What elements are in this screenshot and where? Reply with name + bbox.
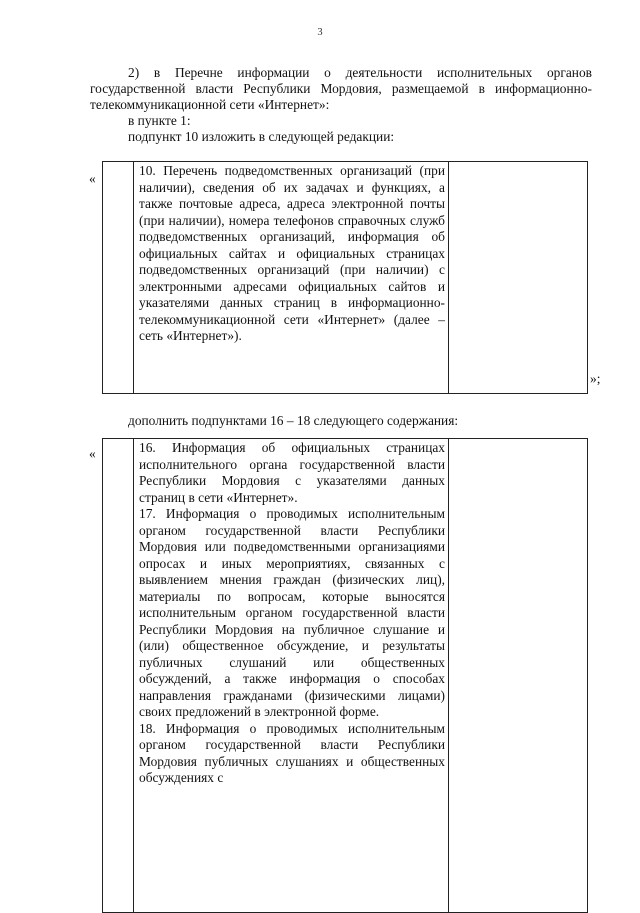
table1-open-quote: «: [89, 171, 96, 186]
table-cell-empty-right: [449, 162, 588, 394]
table-row: [103, 162, 588, 394]
page-number: 3: [317, 27, 323, 38]
table-cell-text: [134, 162, 449, 394]
table1-close-quote: »;: [590, 371, 601, 386]
table-cell-empty-left: [103, 162, 134, 394]
intro-block: [90, 65, 592, 145]
table-row: [103, 439, 588, 913]
table-cell-empty-left: [103, 439, 134, 913]
table-cell-text: [134, 439, 449, 913]
table-subpoint-10: [102, 161, 588, 394]
point-line: в пункте 1:: [128, 113, 191, 128]
table2-open-quote: «: [89, 446, 96, 461]
item-10-text: 10. Перечень подведомственных организаций (при наличии), сведения об их задачах и функциях, а также почтовые адреса, адреса электронной почты (при наличии), номера телефонов справочных служб подведомственных организаций, информация об официальных сайтах и официальных страницах подведомственных организаций (при наличии) с электронными адресами официальных сайтов и указателями данных страниц в информационно-телекоммуникационной сети «Интернет» (далее – сеть «Интернет»).: [139, 163, 445, 343]
table-subpoints-16-18: [102, 438, 588, 913]
middle-line: дополнить подпунктами 16 – 18 следующего содержания:: [128, 413, 459, 428]
intro-paragraph: 2) в Перечне информации о деятельности исполнительных органов государственной власти Республики Мордовия, размещаемой в информационно-телекоммуникационной сети «Интернет»:: [90, 65, 592, 112]
subpoint-line: подпункт 10 изложить в следующей редакции:: [128, 129, 395, 144]
table-cell-empty-right: [449, 439, 588, 913]
item-16-text: 16. Информация об официальных страницах исполнительного органа государственной власти Республики Мордовия с указателями данных страниц в сети «Интернет».: [139, 440, 445, 505]
item-18-text: 18. Информация о проводимых исполнительным органом государственной власти Республики Мордовия публичных слушаниях и общественных обсуждениях с: [139, 720, 445, 785]
item-17-text: 17. Информация о проводимых исполнительным органом государственной власти Республики Мордовия или подведомственными организациями опросах и иных мероприятиях, связанных с выявлением мнения граждан (физических лиц), материалы по вопросам, которые выносятся исполнительным органом государственной власти Республики Мордовия на публичное слушание и (или) общественное обсуждение, и результаты публичных слушаний или общественных обсуждений, а также информация о способах направления гражданами (физическими лицами) своих предложений в электронной форме.: [139, 506, 445, 719]
